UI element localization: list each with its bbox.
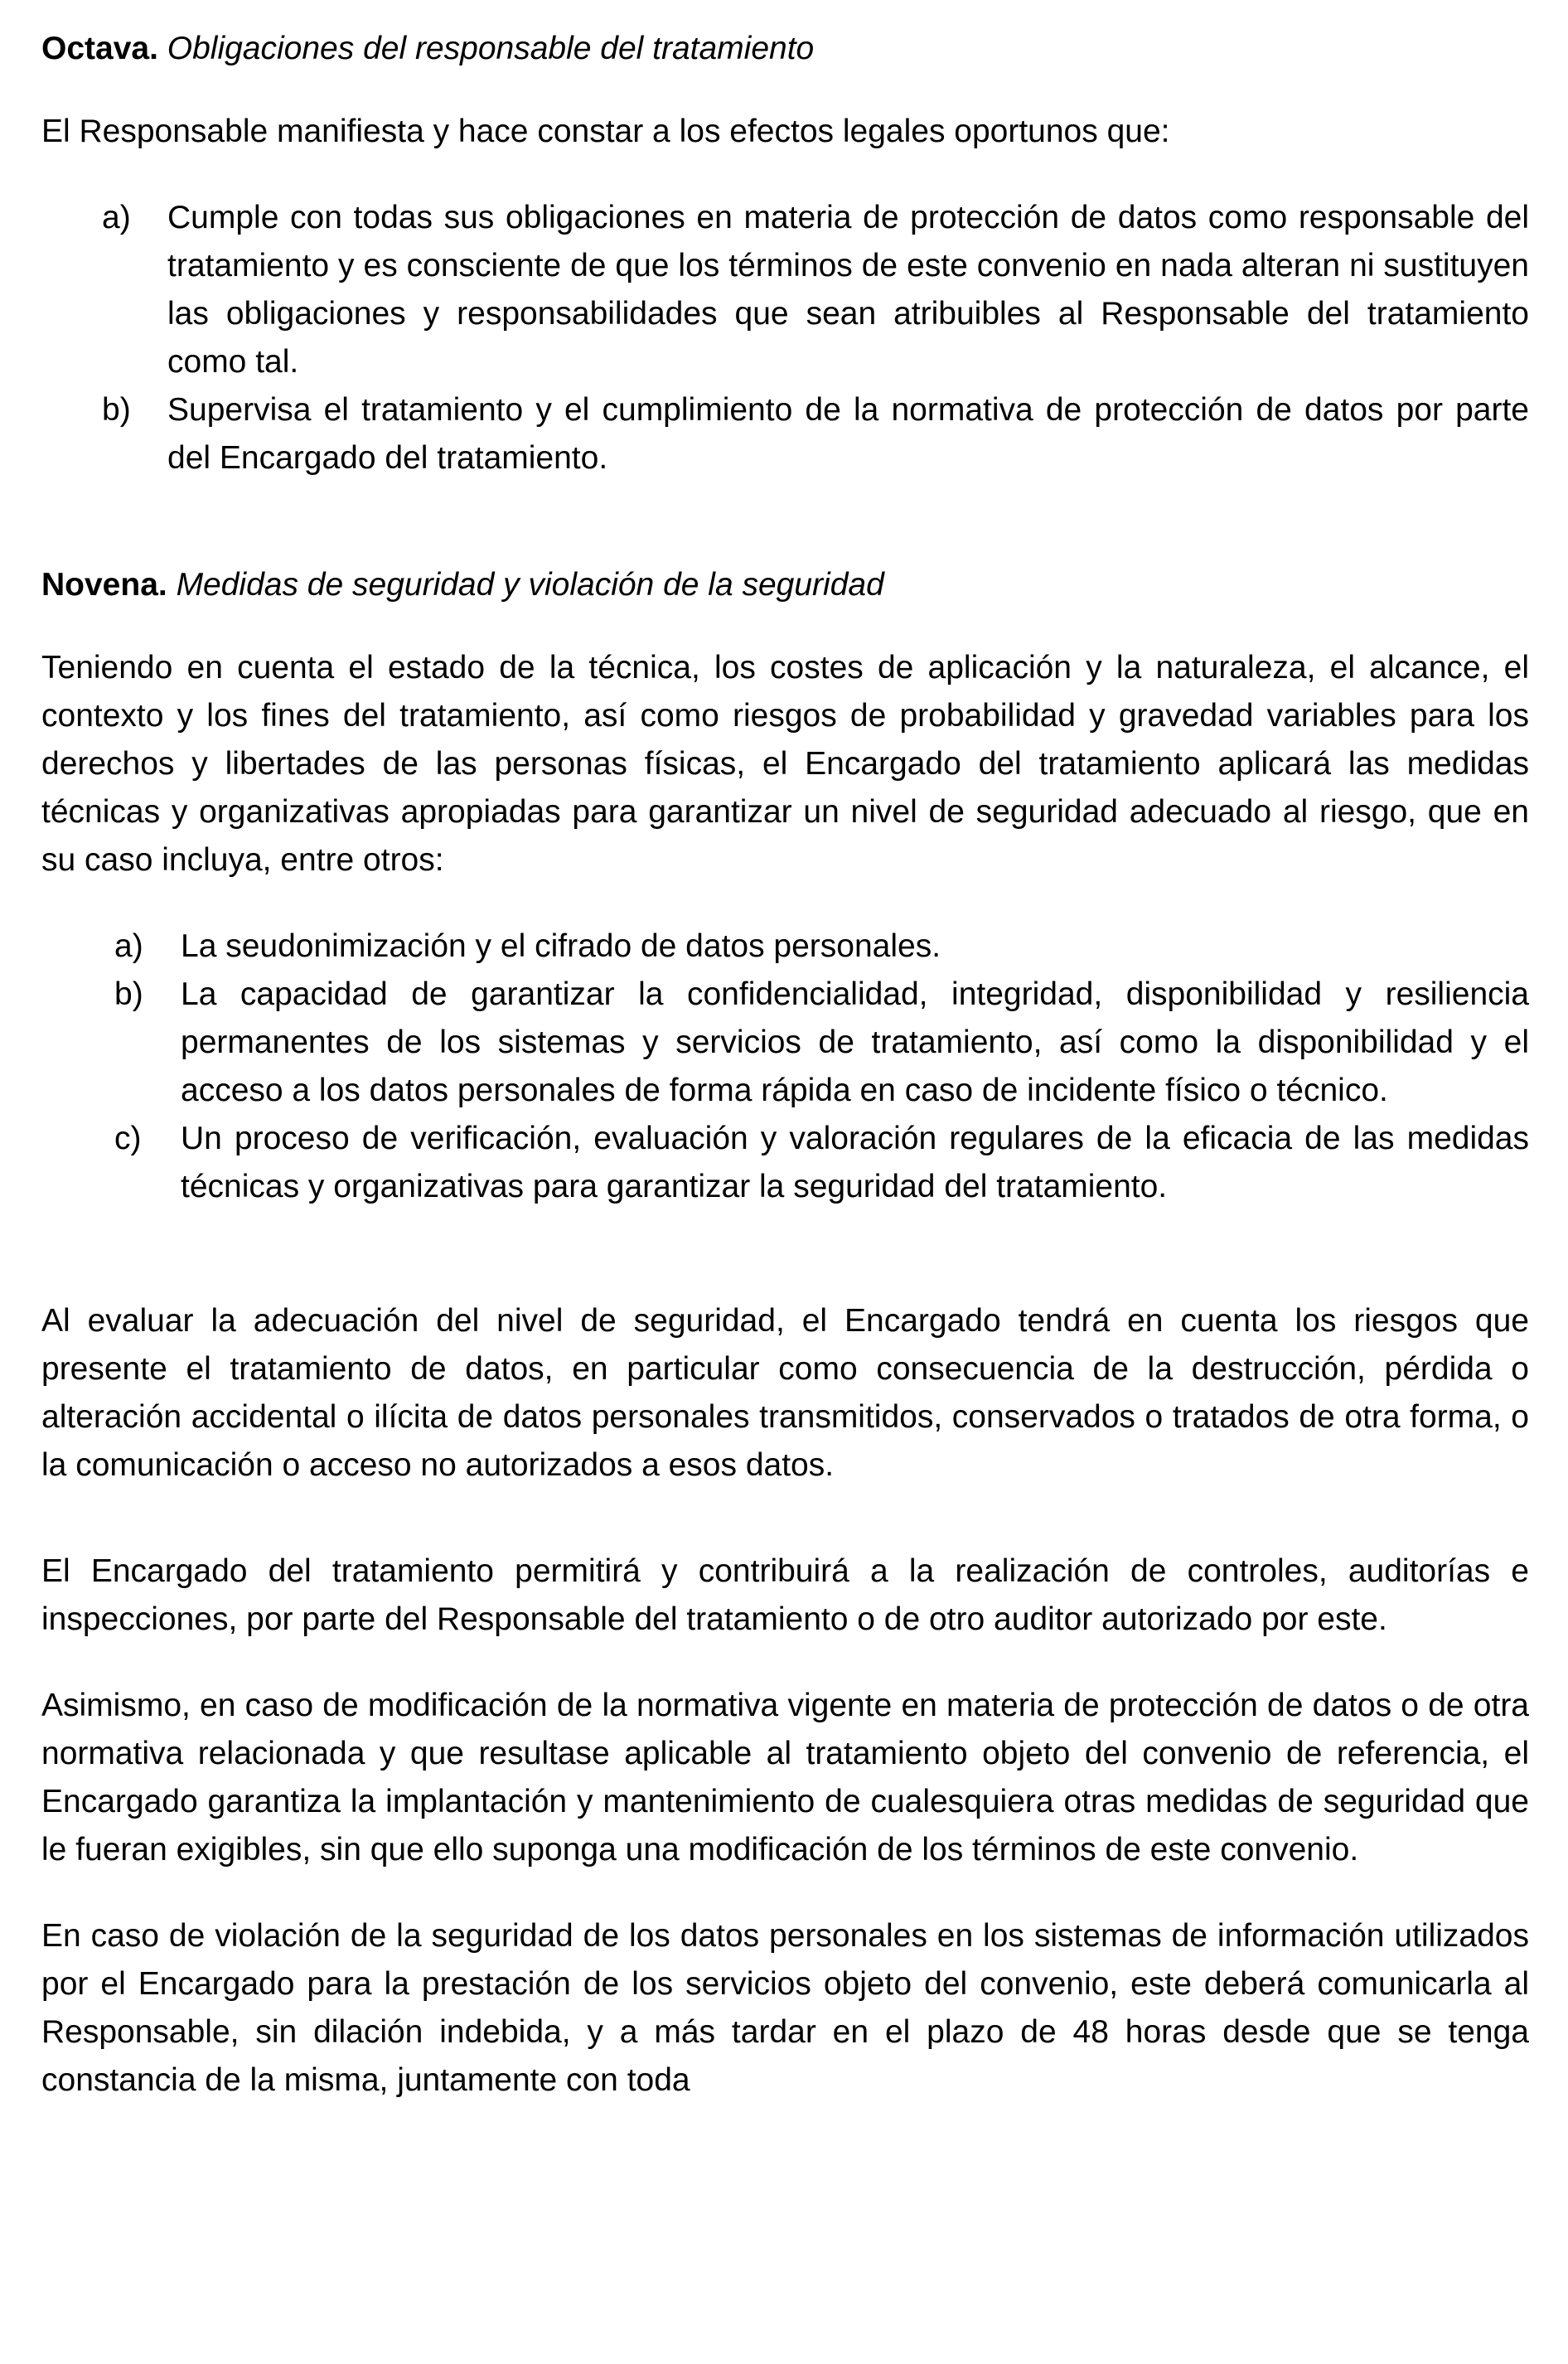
paragraph-regulation-changes: Asimismo, en caso de modificación de la normativa vigente en materia de protección de datos o de otra normativa relacionada y que resultase aplicable al tratamiento objeto del convenio de referencia, el Encargado garantiza la implantación y mantenimiento de cualesquiera otras medidas de seguridad que le fueran exigibles, sin que ello suponga una modificación de los términos de este convenio. (41, 1688, 1529, 1867)
octava-list (41, 194, 1529, 482)
list-item-text: Supervisa el tratamiento y el cumplimiento de la normativa de protección de datos por parte del Encargado del tratamiento. (167, 392, 1529, 476)
section-heading-octava (41, 25, 1529, 73)
novena-list (41, 923, 1529, 1211)
section-heading-novena (41, 561, 1529, 609)
section-number: Novena. (41, 567, 167, 603)
list-item-marker: b) (114, 976, 143, 1012)
section-number: Octava. (41, 31, 158, 66)
list-item (41, 386, 1529, 482)
list-item-marker: b) (102, 392, 131, 428)
paragraph-risk-evaluation: Al evaluar la adecuación del nivel de seguridad, el Encargado tendrá en cuenta los riesgos que presente el tratamiento de datos, en particular como consecuencia de la destrucción, pérdida o alteración accidental o ilícita de datos personales transmitidos, conservados o tratados de otra forma, o la comunicación o acceso no autorizados a esos datos. (41, 1303, 1529, 1483)
octava-intro-paragraph: El Responsable manifiesta y hace constar a los efectos legales oportunos que: (41, 114, 1170, 149)
list-item (41, 923, 1529, 971)
section-title: Medidas de seguridad y violación de la seguridad (176, 567, 884, 603)
list-item-text: Un proceso de verificación, evaluación y valoración regulares de la eficacia de las medidas técnicas y organizativas para garantizar la seguridad del tratamiento. (181, 1121, 1529, 1204)
list-item-text: La capacidad de garantizar la confidencialidad, integridad, disponibilidad y resiliencia permanentes de los sistemas y servicios de tratamiento, así como la disponibilidad y el acceso a los datos personales de forma rápida en caso de incidente físico o técnico. (181, 976, 1529, 1108)
paragraph-security-breach: En caso de violación de la seguridad de los datos personales en los sistemas de información utilizados por el Encargado para la prestación de los servicios objeto del convenio, este deberá comunicarla al Responsable, sin dilación indebida, y a más tardar en el plazo de 48 horas desde que se tenga constancia de la misma, juntamente con toda (41, 1918, 1529, 2098)
list-item-text: La seudonimización y el cifrado de datos personales. (181, 928, 941, 964)
list-item-marker: a) (114, 928, 143, 964)
section-title: Obligaciones del responsable del tratamiento (167, 31, 815, 66)
list-item-marker: a) (102, 200, 131, 235)
paragraph-audits: El Encargado del tratamiento permitirá y contribuirá a la realización de controles, auditorías e inspecciones, por parte del Responsable del tratamiento o de otro auditor autorizado por este. (41, 1553, 1529, 1637)
list-item (41, 1115, 1529, 1211)
novena-intro-paragraph: Teniendo en cuenta el estado de la técnica, los costes de aplicación y la naturaleza, el alcance, el contexto y los fines del tratamiento, así como riesgos de probabilidad y gravedad variables para los derechos y libertades de las personas físicas, el Encargado del tratamiento aplicará las medidas técnicas y organizativas apropiadas para garantizar un nivel de seguridad adecuado al riesgo, que en su caso incluya, entre otros: (41, 650, 1529, 878)
list-item-marker: c) (114, 1121, 142, 1156)
list-item (41, 194, 1529, 386)
list-item-text: Cumple con todas sus obligaciones en materia de protección de datos como responsable del tratamiento y es consciente de que los términos de este convenio en nada alteran ni sustituyen las obligaciones y responsabilidades que sean atribuibles al Responsable del tratamiento como tal. (167, 200, 1529, 380)
list-item (41, 971, 1529, 1115)
